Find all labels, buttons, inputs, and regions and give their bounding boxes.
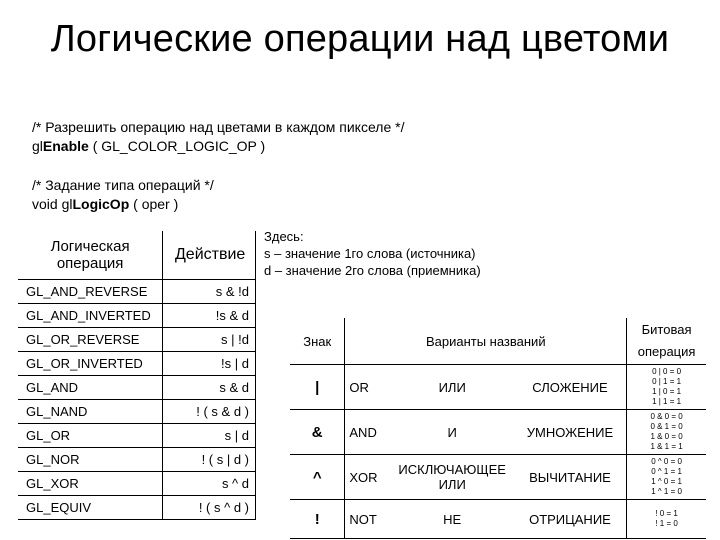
sign-symbol: ^ <box>290 455 345 500</box>
note-line: Здесь: <box>264 229 304 244</box>
operation-action: s ^ d <box>163 472 256 496</box>
name-russian: НЕ <box>391 500 514 539</box>
sign-symbol: ! <box>290 500 345 539</box>
table-row <box>18 280 256 304</box>
operation-action: !s & d <box>163 304 256 328</box>
bit-operation: 0 | 0 = 0 0 | 1 = 1 1 | 0 = 1 1 | 1 = 1 <box>627 365 706 410</box>
name-english: XOR <box>345 455 391 500</box>
header-sign: Знак <box>290 318 345 365</box>
operation-action: ! ( s & d ) <box>163 400 256 424</box>
name-math: УМНОЖЕНИЕ <box>514 410 627 455</box>
sign-symbol: & <box>290 410 345 455</box>
code-block-enable <box>32 118 404 156</box>
table-row <box>18 424 256 448</box>
name-math: ВЫЧИТАНИЕ <box>514 455 627 500</box>
operation-name: GL_NOR <box>18 448 163 472</box>
operation-action: s & !d <box>163 280 256 304</box>
name-english: AND <box>345 410 391 455</box>
bit-operation: ! 0 = 1 ! 1 = 0 <box>627 500 706 539</box>
table-row <box>18 304 256 328</box>
operation-name: GL_EQUIV <box>18 496 163 520</box>
note-line: d – значение 2го слова (приемника) <box>264 263 481 278</box>
header-operation: Логическая операция <box>18 231 163 280</box>
table-row <box>18 472 256 496</box>
table-row <box>18 352 256 376</box>
table-header-row <box>18 231 256 280</box>
header-names: Варианты названий <box>345 318 627 365</box>
operation-name: GL_AND_INVERTED <box>18 304 163 328</box>
table-row <box>18 328 256 352</box>
table-row <box>290 500 706 539</box>
table-row <box>18 376 256 400</box>
header-action: Действие <box>163 231 256 280</box>
operation-name: GL_OR <box>18 424 163 448</box>
bit-operation: 0 & 0 = 0 0 & 1 = 0 1 & 0 = 0 1 & 1 = 1 <box>627 410 706 455</box>
code-comment: /* Задание типа операций */ <box>32 177 214 193</box>
table-row <box>18 400 256 424</box>
operation-action: s | d <box>163 424 256 448</box>
header-bits: Битовая операция <box>637 322 696 359</box>
code-block-logicop <box>32 176 214 214</box>
name-english: NOT <box>345 500 391 539</box>
table-row <box>290 410 706 455</box>
name-russian: И <box>391 410 514 455</box>
note-line: s – значение 1го слова (источника) <box>264 246 476 261</box>
operation-action: ! ( s ^ d ) <box>163 496 256 520</box>
operation-name: GL_OR_INVERTED <box>18 352 163 376</box>
name-variants-table <box>290 318 706 539</box>
logic-ops-table <box>18 231 256 520</box>
code-comment: /* Разрешить операцию над цветами в каждом пикселе */ <box>32 119 405 135</box>
table-row <box>18 448 256 472</box>
operation-name: GL_AND_REVERSE <box>18 280 163 304</box>
bit-operation: 0 ^ 0 = 0 0 ^ 1 = 1 1 ^ 0 = 1 1 ^ 1 = 0 <box>627 455 706 500</box>
legend-note <box>264 228 481 279</box>
slide-title: Логические операции над цветоми <box>50 18 670 60</box>
operation-name: GL_OR_REVERSE <box>18 328 163 352</box>
code-line: glEnable ( GL_COLOR_LOGIC_OP ) <box>32 138 266 154</box>
operation-action: ! ( s | d ) <box>163 448 256 472</box>
operation-name: GL_NAND <box>18 400 163 424</box>
table-row <box>18 496 256 520</box>
table-row <box>290 365 706 410</box>
operation-action: s | !d <box>163 328 256 352</box>
operation-name: GL_AND <box>18 376 163 400</box>
name-math: ОТРИЦАНИЕ <box>514 500 627 539</box>
table-row <box>290 455 706 500</box>
operation-action: s & d <box>163 376 256 400</box>
sign-symbol: | <box>290 365 345 410</box>
operation-action: !s | d <box>163 352 256 376</box>
name-english: OR <box>345 365 391 410</box>
name-russian: ИСКЛЮЧАЮЩЕЕ ИЛИ <box>391 455 514 500</box>
name-math: СЛОЖЕНИЕ <box>514 365 627 410</box>
code-line: void glLogicOp ( oper ) <box>32 196 179 212</box>
operation-name: GL_XOR <box>18 472 163 496</box>
name-russian: ИЛИ <box>391 365 514 410</box>
table-header-row <box>290 318 706 365</box>
